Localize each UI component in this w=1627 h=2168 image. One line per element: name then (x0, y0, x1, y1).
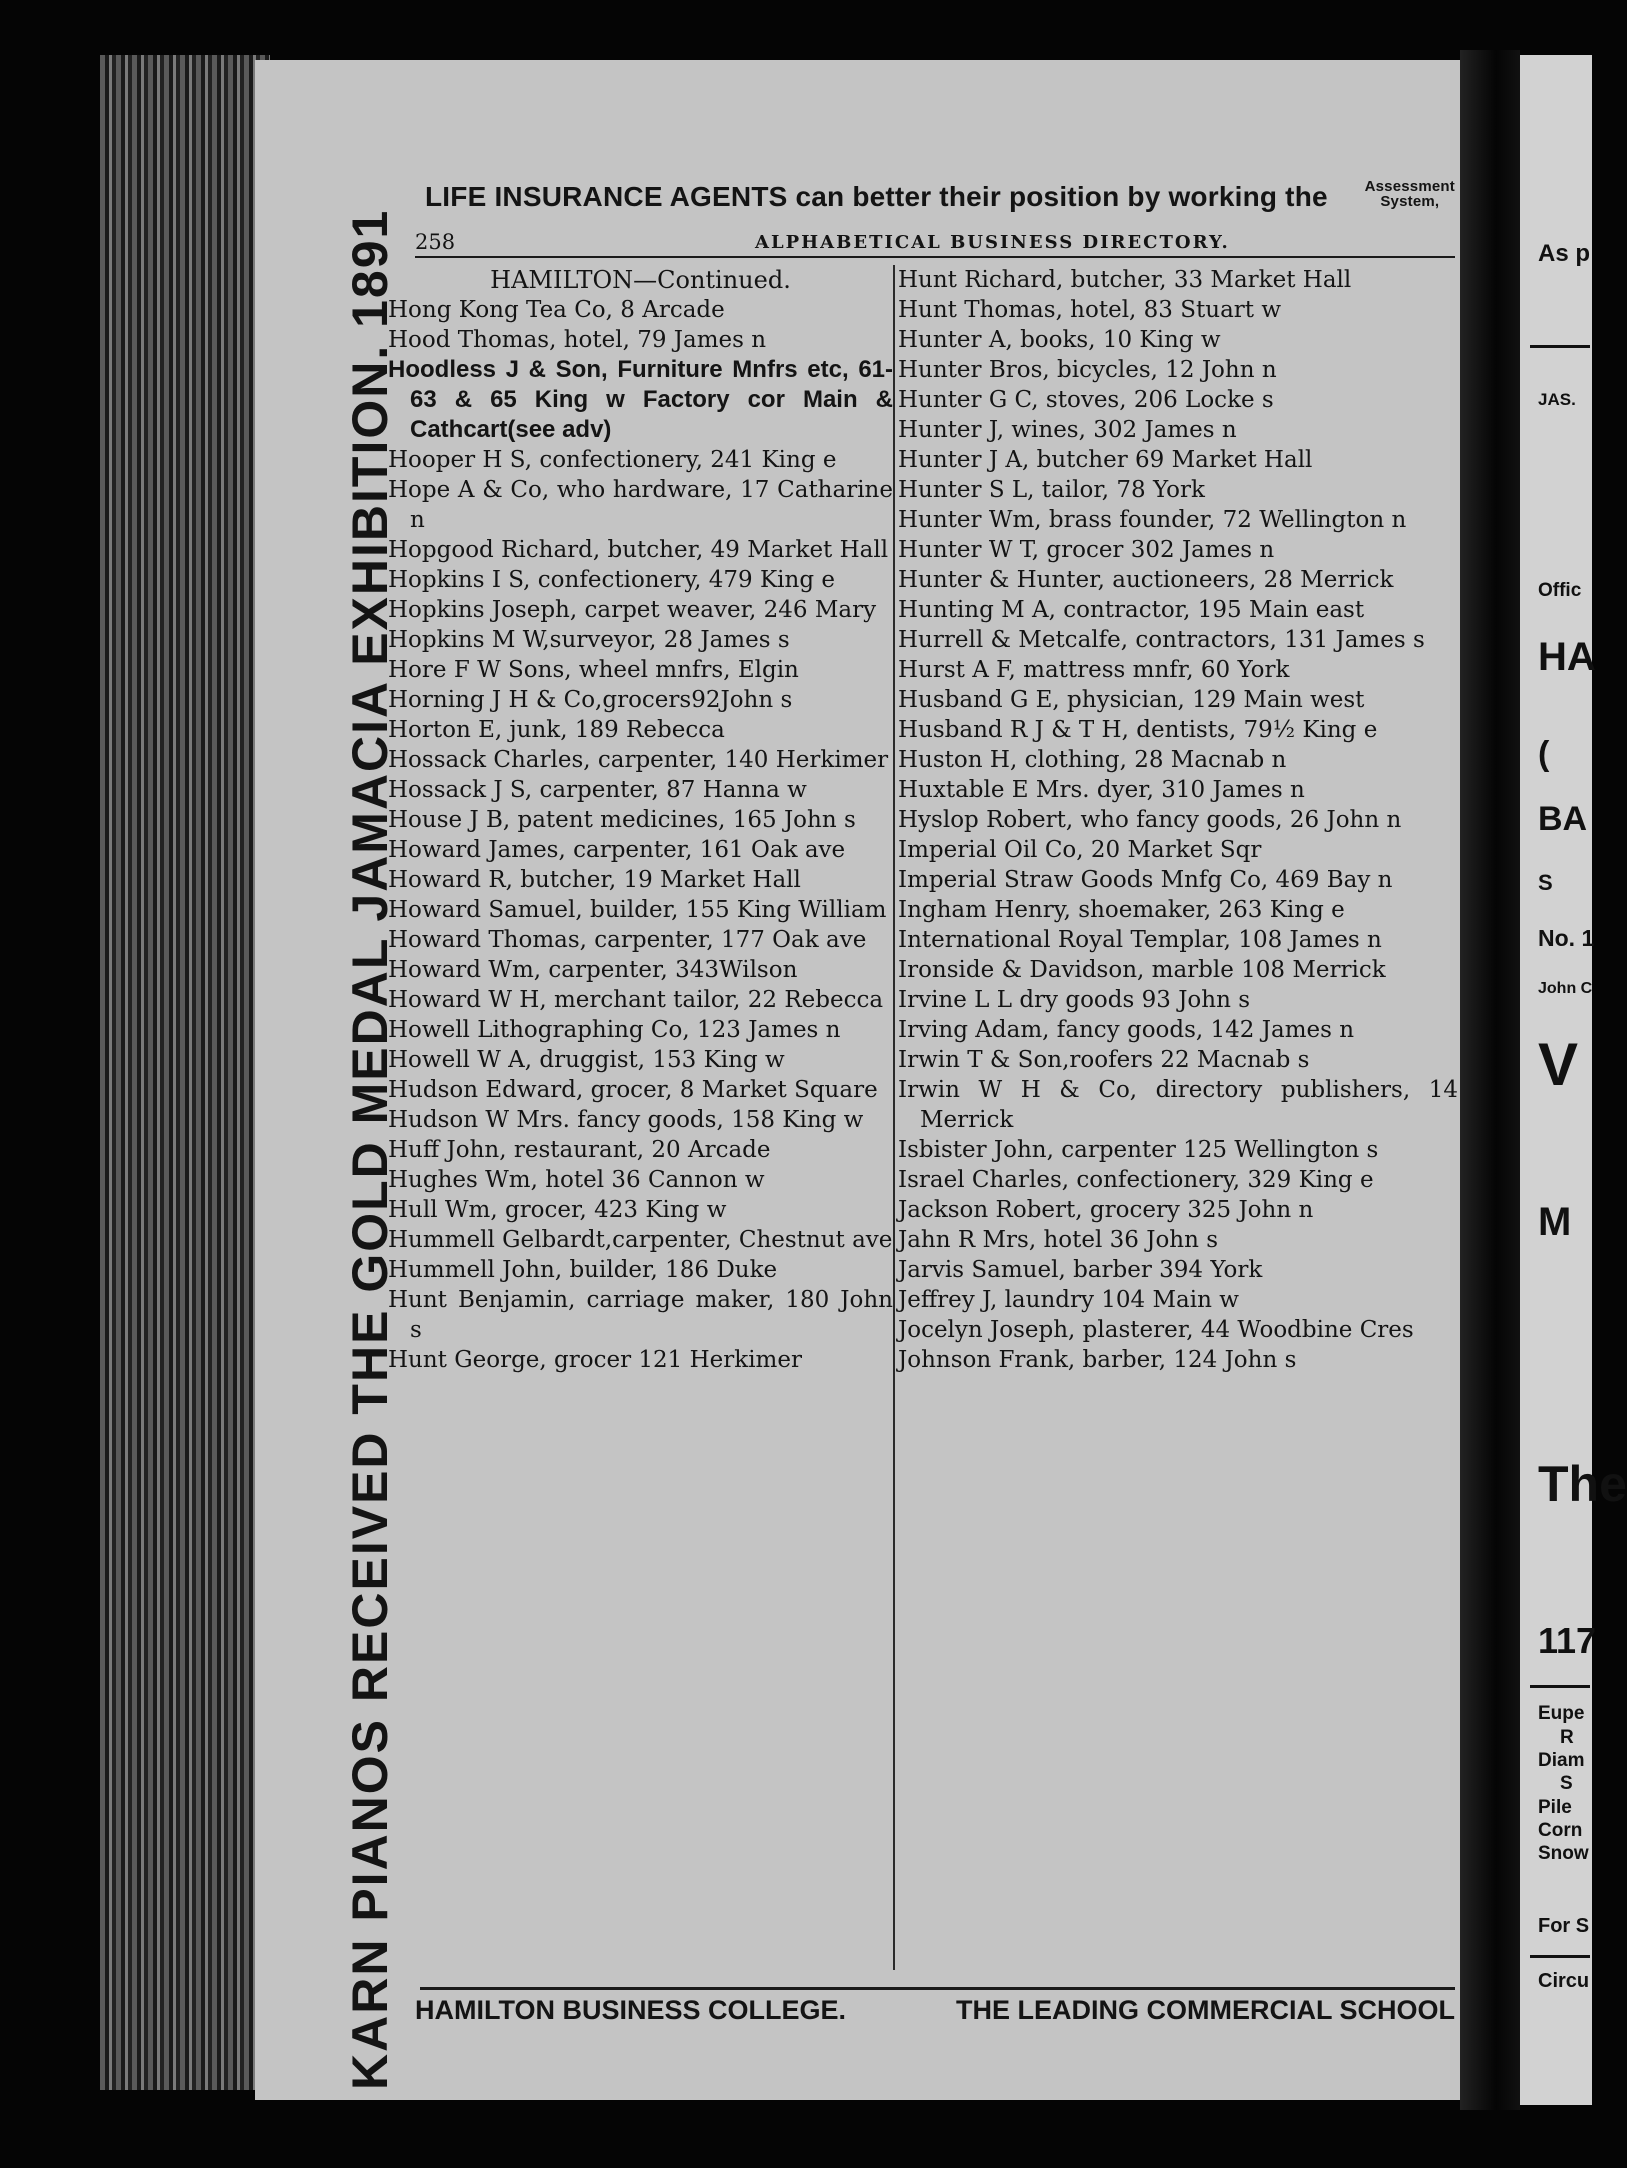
directory-entry: House J B, patent medicines, 165 John s (388, 807, 856, 833)
facing-page-rule (1530, 1685, 1590, 1688)
directory-entry: Horton E, junk, 189 Rebecca (388, 717, 725, 743)
section-heading: HAMILTON—Continued. (490, 266, 791, 294)
directory-entry: Hunt Richard, butcher, 33 Market Hall (898, 267, 1352, 293)
directory-entry: Howard Thomas, carpenter, 177 Oak ave (388, 927, 867, 953)
directory-entry: Hopkins M W,surveyor, 28 James s (388, 627, 790, 653)
directory-entry: Hunter W T, grocer 302 James n (898, 537, 1275, 563)
directory-entry: Hossack J S, carpenter, 87 Hanna w (388, 777, 807, 803)
facing-page-text: S (1538, 870, 1553, 895)
directory-entry: Hudson W Mrs. fancy goods, 158 King w (388, 1107, 864, 1133)
facing-page-text: Pile (1538, 1797, 1572, 1818)
facing-page-text: As p (1538, 240, 1591, 267)
directory-entry: Jocelyn Joseph, plasterer, 44 Woodbine Cres (898, 1317, 1414, 1343)
directory-entry: Hunt Thomas, hotel, 83 Stuart w (898, 297, 1282, 323)
facing-page-text: 117 (1538, 1620, 1597, 1661)
facing-page-text: Diam (1538, 1750, 1585, 1771)
directory-entry: Hopkins Joseph, carpet weaver, 246 Mary (388, 597, 877, 623)
directory-entry: Huxtable E Mrs. dyer, 310 James n (898, 777, 1305, 803)
directory-entry: Jarvis Samuel, barber 394 York (898, 1257, 1263, 1283)
facing-page-text: BA (1538, 800, 1588, 838)
footer-rule (420, 1987, 1455, 1990)
facing-page-text: S (1560, 1773, 1573, 1794)
directory-entry: Hunt Benjamin, carriage maker, 180 John s (388, 1287, 893, 1343)
directory-entry: Jeffrey J, laundry 104 Main w (898, 1287, 1239, 1313)
footer-left-text: HAMILTON BUSINESS COLLEGE. (415, 1995, 847, 2025)
directory-entry: Ironside & Davidson, marble 108 Merrick (898, 957, 1386, 983)
directory-entry: Jahn R Mrs, hotel 36 John s (898, 1227, 1219, 1253)
directory-entry: Hummell John, builder, 186 Duke (388, 1257, 778, 1283)
facing-page-text: For S (1538, 1915, 1590, 1937)
directory-entry: Horning J H & Co,grocers92John s (388, 687, 793, 713)
directory-entry: Huston H, clothing, 28 Macnab n (898, 747, 1287, 773)
banner-small-line2: System, (1380, 193, 1440, 210)
directory-entry: Hunter J, wines, 302 James n (898, 417, 1237, 443)
directory-entry: Johnson Frank, barber, 124 John s (898, 1347, 1297, 1373)
page-number: 258 (415, 230, 456, 254)
facing-page-rule (1530, 345, 1590, 348)
banner-small-line1: Assessment (1364, 178, 1455, 195)
directory-entry: Hudson Edward, grocer, 8 Market Square (388, 1077, 878, 1103)
facing-page-text: V (1538, 1031, 1579, 1098)
directory-entry: Imperial Straw Goods Mnfg Co, 469 Bay n (898, 867, 1393, 893)
top-advert-banner (425, 175, 1455, 235)
directory-entry: Hope A & Co, who hardware, 17 Catharine n (388, 477, 893, 533)
bottom-advert-banner (415, 1995, 1455, 2035)
directory-entry: Howell Lithographing Co, 123 James n (388, 1017, 841, 1043)
directory-entry: Hunter S L, tailor, 78 York (898, 477, 1205, 503)
facing-page-text: Circu (1538, 1970, 1590, 1992)
directory-entry: Howell W A, druggist, 153 King w (388, 1047, 785, 1073)
directory-entry: Irvine L L dry goods 93 John s (898, 987, 1250, 1013)
facing-page-fragment (1520, 55, 1627, 2105)
directory-entry: Isbister John, carpenter 125 Wellington s (898, 1137, 1379, 1163)
directory-entry: Israel Charles, confectionery, 329 King e (898, 1167, 1374, 1193)
banner-main-text: LIFE INSURANCE AGENTS can better their position by working the (425, 181, 1328, 212)
directory-entry: Hull Wm, grocer, 423 King w (388, 1197, 727, 1223)
footer-right-text: THE LEADING COMMERCIAL SCHOOL (956, 1995, 1455, 2025)
directory-entry-featured: Hoodless J & Son, Furniture Mnfrs etc, 61-63 & 65 King w Factory cor Main & Cathcart(see adv) (388, 356, 893, 443)
banner-small-text (1365, 179, 1455, 209)
directory-entry: Irving Adam, fancy goods, 142 James n (898, 1017, 1355, 1043)
facing-page-text: ( (1538, 735, 1550, 773)
facing-page-text: The (1538, 1456, 1627, 1512)
directory-entry: Hunter & Hunter, auctioneers, 28 Merrick (898, 567, 1394, 593)
directory-entry: Hooper H S, confectionery, 241 King e (388, 447, 837, 473)
directory-entry: Hummell Gelbardt,carpenter, Chestnut ave (388, 1227, 893, 1253)
directory-entry: Hunting M A, contractor, 195 Main east (898, 597, 1365, 623)
right-column (898, 265, 1458, 1975)
directory-entry: Husband R J & T H, dentists, 79½ King e (898, 717, 1378, 743)
page-title: ALPHABETICAL BUSINESS DIRECTORY. (755, 232, 1230, 253)
directory-entry: Hunter Bros, bicycles, 12 John n (898, 357, 1277, 383)
directory-entry: Howard Samuel, builder, 155 King William (388, 897, 887, 923)
facing-page-rule (1530, 1955, 1590, 1958)
directory-entry: Husband G E, physician, 129 Main west (898, 687, 1365, 713)
directory-entry: Huff John, restaurant, 20 Arcade (388, 1137, 771, 1163)
facing-page-text: John C (1538, 980, 1593, 997)
directory-entry: Hyslop Robert, who fancy goods, 26 John n (898, 807, 1402, 833)
directory-entry: Hong Kong Tea Co, 8 Arcade (388, 297, 725, 323)
page-header (415, 230, 1455, 258)
directory-entry: Hopkins I S, confectionery, 479 King e (388, 567, 835, 593)
directory-entry: Hughes Wm, hotel 36 Cannon w (388, 1167, 765, 1193)
facing-page-text: Offic (1538, 580, 1582, 601)
directory-entry: Howard James, carpenter, 161 Oak ave (388, 837, 846, 863)
directory-entry: Hunter G C, stoves, 206 Locke s (898, 387, 1274, 413)
directory-entry: Howard Wm, carpenter, 343Wilson (388, 957, 798, 983)
facing-page-text: Corn (1538, 1820, 1583, 1841)
facing-page-text: Snow (1538, 1843, 1589, 1864)
directory-entry: Imperial Oil Co, 20 Market Sqr (898, 837, 1262, 863)
directory-entry: Hossack Charles, carpenter, 140 Herkimer (388, 747, 889, 773)
directory-entry: Hopgood Richard, butcher, 49 Market Hall (388, 537, 889, 563)
facing-page-text: JAS. (1538, 390, 1576, 409)
facing-page-text: R (1560, 1727, 1574, 1748)
left-column (388, 265, 893, 1975)
directory-entry: Hunter J A, butcher 69 Market Hall (898, 447, 1313, 473)
page-gutter (1460, 50, 1520, 2110)
directory-entry: Hurrell & Metcalfe, contractors, 131 James s (898, 627, 1425, 653)
directory-entry: International Royal Templar, 108 James n (898, 927, 1382, 953)
directory-entry: Hunter A, books, 10 King w (898, 327, 1221, 353)
directory-entry: Hood Thomas, hotel, 79 James n (388, 327, 767, 353)
side-advert-banner: KARN PIANOS RECEIVED THE GOLD MEDAL JAMACIA EXHIBITION. 1891 (342, 208, 398, 2090)
directory-entry: Howard R, butcher, 19 Market Hall (388, 867, 801, 893)
directory-entry: Hore F W Sons, wheel mnfrs, Elgin (388, 657, 799, 683)
facing-page-text: HA (1538, 635, 1596, 679)
directory-entry: Jackson Robert, grocery 325 John n (898, 1197, 1314, 1223)
directory-entry: Howard W H, merchant tailor, 22 Rebecca (388, 987, 884, 1013)
directory-entry: Hurst A F, mattress mnfr, 60 York (898, 657, 1290, 683)
directory-entry: Hunter Wm, brass founder, 72 Wellington n (898, 507, 1407, 533)
directory-entry: Ingham Henry, shoemaker, 263 King e (898, 897, 1345, 923)
facing-page-text: M (1538, 1200, 1572, 1244)
directory-page (255, 60, 1465, 2100)
directory-entry: Hunt George, grocer 121 Herkimer (388, 1347, 802, 1373)
column-divider (893, 265, 895, 1970)
book-page-edges (100, 55, 270, 2090)
directory-entry: Irwin T & Son,roofers 22 Macnab s (898, 1047, 1310, 1073)
facing-page-text: Eupe (1538, 1703, 1585, 1724)
directory-entry: Irwin W H & Co, directory publishers, 14 Merrick (898, 1077, 1458, 1133)
facing-page-text: No. 1 (1538, 925, 1595, 951)
